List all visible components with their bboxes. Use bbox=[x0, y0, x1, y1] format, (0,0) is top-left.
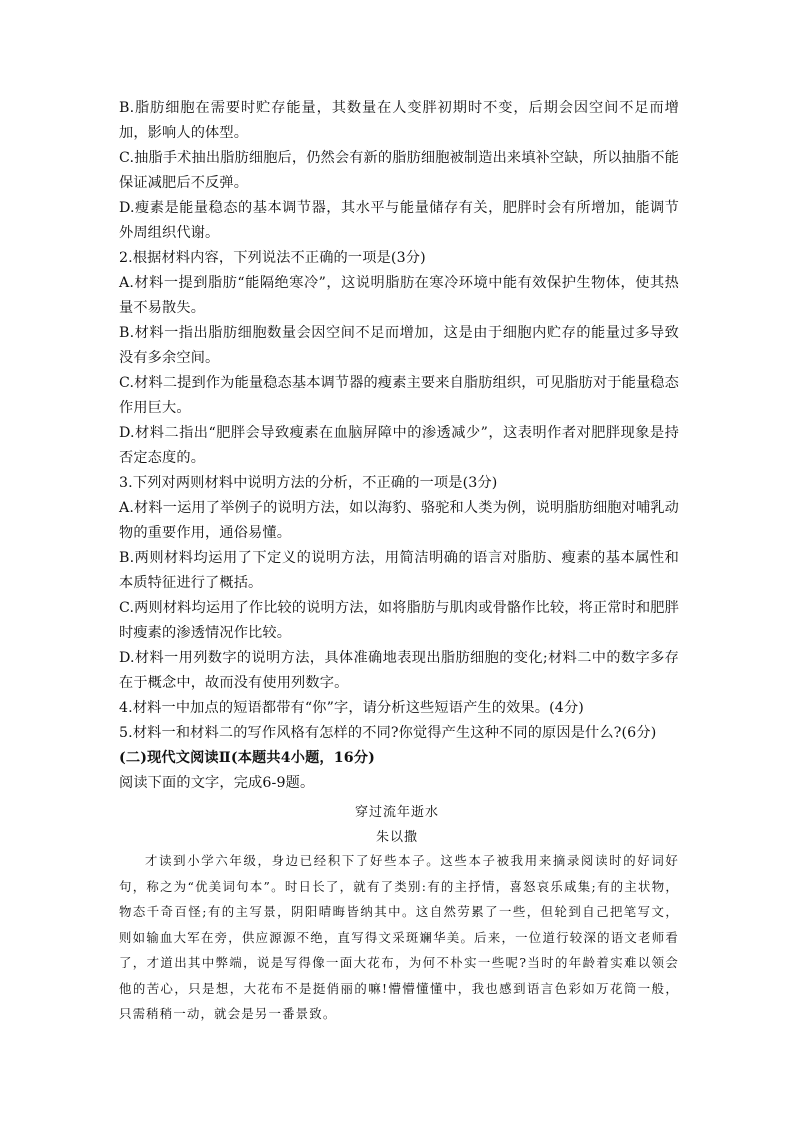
option-3-c: C.两则材料均运用了作比较的说明方法，如将脂肪与肌肉或骨骼作比较，将正常时和肥胖时瘦素的渗透情况作比较。 bbox=[119, 600, 679, 641]
option-2-a: A.材料一提到脂肪“能隔绝寒冷”，这说明脂肪在寒冷环境中能有效保护生物体，使其热量不易散失。 bbox=[119, 275, 679, 316]
question-5: 5.材料一和材料二的写作风格有怎样的不同?你觉得产生这种不同的原因是什么?(6分) bbox=[119, 725, 657, 741]
option-3-a: A.材料一运用了举例子的说明方法，如以海豹、骆驼和人类为例，说明脂肪细胞对哺乳动物的重要作用，通俗易懂。 bbox=[119, 500, 679, 541]
option-3-b: B.两则材料均运用了下定义的说明方法，用简洁明确的语言对脂肪、瘦素的基本属性和本质特征进行了概括。 bbox=[119, 550, 679, 591]
section-heading: (二)现代文阅读Ⅱ(本题共4小题，16分) bbox=[119, 750, 376, 766]
option-2-b: B.材料一指出脂肪细胞数量会因空间不足而增加，这是由于细胞内贮存的能量过多导致没有多余空间。 bbox=[119, 325, 679, 366]
option-2-d: D.材料二指出“肥胖会导致瘦素在血脑屏障中的渗透减少”，这表明作者对肥胖现象是持否定态度的。 bbox=[119, 425, 679, 466]
story-title: 穿过流年逝水 bbox=[354, 805, 439, 820]
question-2: 2.根据材料内容，下列说法不正确的一项是(3分) bbox=[119, 250, 426, 266]
option-1-b: B.脂肪细胞在需要时贮存能量，其数量在人变胖初期时不变，后期会因空间不足而增加，影响人的体型。 bbox=[119, 100, 679, 141]
option-1-d: D.瘦素是能量稳态的基本调节器，其水平与能量储存有关，肥胖时会有所增加，能调节外周组织代谢。 bbox=[119, 200, 679, 241]
story-author: 朱以撒 bbox=[375, 830, 418, 845]
option-2-c: C.材料二提到作为能量稳态基本调节器的瘦素主要来自脂肪组织，可见脂肪对于能量稳态作用巨大。 bbox=[119, 375, 679, 416]
option-1-c: C.抽脂手术抽出脂肪细胞后，仍然会有新的脂肪细胞被制造出来填补空缺，所以抽脂不能保证减肥后不反弹。 bbox=[119, 150, 679, 191]
question-4: 4.材料一中加点的短语都带有“你”字，请分析这些短语产生的效果。(4分) bbox=[119, 700, 584, 716]
story-body: 才读到小学六年级，身边已经积下了好些本子。这些本子被我用来摘录阅读时的好词好句，称之为“优美词句本”。时日长了，就有了类别:有的主抒情，喜怒哀乐咸集;有的主状物，物态千奇百怪;有的主写景，阴阳晴晦皆纳其中。这自然劳累了一些，但轮到自己把笔写文，则如输血大军在旁，供应源源不绝，直写得文采斑斓华美。后来，一位道行较深的语文老师看了，才道出其中弊端，说是写得像一面大花布，为何不朴实一些呢?当时的年龄着实难以领会他的苦心，只是想，大花布不是挺俏丽的嘛!懵懵懂懂中，我也感到语言色彩如万花筒一般，只需稍稍一动，就会是另一番景致。 bbox=[119, 853, 679, 1021]
reading-instruction: 阅读下面的文字，完成6-9题。 bbox=[119, 775, 315, 791]
question-3: 3.下列对两则材料中说明方法的分析，不正确的一项是(3分) bbox=[119, 475, 498, 491]
option-3-d: D.材料一用列数字的说明方法，具体准确地表现出脂肪细胞的变化;材料二中的数字多存在于概念中，故而没有使用列数字。 bbox=[119, 650, 679, 691]
